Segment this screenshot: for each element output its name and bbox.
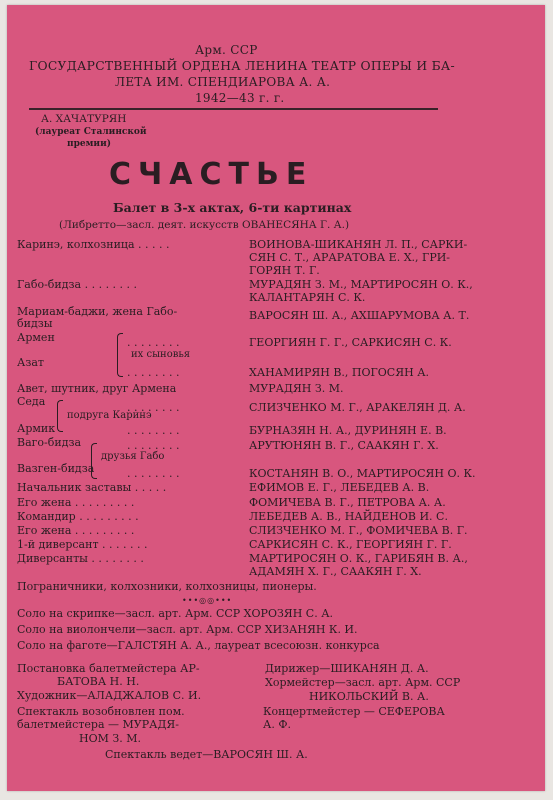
cast-role: Диверсанты . . . . . . . .: [17, 552, 144, 565]
cast-actor: ВАРОСЯН Ш. А., АХШАРУМОВА А. Т.: [249, 309, 470, 322]
cast-role-cont: бидзы: [17, 317, 53, 330]
cast-role: Вазген-бидза: [17, 462, 95, 475]
cast-actor: БУРНАЗЯН Н. А., ДУРИНЯН Е. В.: [249, 424, 447, 437]
group-brace: [57, 400, 63, 432]
credit-right: Хормейстер—засл. арт. Арм. ССР: [265, 676, 461, 689]
cast-actor: ГОРЯН Т. Г.: [249, 264, 320, 277]
cast-role: Авет, шутник, друг Армена: [17, 382, 177, 395]
credit-right: А. Ф.: [263, 718, 291, 731]
libretto-credit: (Либретто—засл. деят. искусств ОВАНЕСЯНА Г. А.): [59, 219, 350, 231]
composer-note-cont: премии): [67, 139, 112, 149]
credit-right: Концертмейстер — СЕФЕРОВА: [263, 705, 445, 718]
cast-actor: СЯН С. Т., АРАРАТОВА Е. Х., ГРИ-: [249, 251, 451, 264]
cast-role: Армик: [17, 422, 56, 435]
cast-role: Командир . . . . . . . . .: [17, 510, 139, 523]
cast-role: Ваго-бидза: [17, 436, 82, 449]
cast-role: Седа: [17, 395, 46, 408]
header-republic: Арм. ССР: [195, 43, 258, 57]
cast-actor: ВОИНОВА-ШИКАНЯН Л. П., САРКИ-: [249, 238, 468, 251]
cast-actor: МАРТИРОСЯН О. К., ГАРИБЯН В. А.,: [249, 552, 468, 565]
cast-actor: СЛИЗЧЕНКО М. Г., АРАКЕЛЯН Д. А.: [249, 401, 466, 414]
ornament-divider: •••◎◎•••: [182, 596, 233, 605]
header-theatre-name-cont: ЛЕТА ИМ. СПЕНДИАРОВА А. А.: [115, 75, 331, 89]
cast-actor: ЛЕБЕДЕВ А. В., НАЙДЕНОВ И. С.: [249, 510, 448, 523]
cast-actor: ФОМИЧЕВА В. Г., ПЕТРОВА А. А.: [249, 496, 446, 509]
performance-lead: Спектакль ведет—ВАРОСЯН Ш. А.: [105, 748, 308, 761]
ballet-subtitle: Балет в 3-х актах, 6-ти картинах: [113, 200, 352, 215]
cast-actor: ХАНАМИРЯН В., ПОГОСЯН А.: [249, 366, 430, 379]
cast-dots: . . . . . . . .: [127, 424, 180, 437]
composer-note: (лауреат Сталинской: [35, 127, 147, 137]
header-rule: [29, 108, 438, 110]
header-season: 1942—43 г. г.: [195, 91, 285, 105]
cast-actor: АРУТЮНЯН В. Г., СААКЯН Г. Х.: [249, 439, 439, 452]
cast-dots: . . . . . . . .: [127, 467, 180, 480]
credit-left: НОМ З. М.: [79, 732, 141, 745]
cast-actor: ЕФИМОВ Е. Г., ЛЕБЕДЕВ А. В.: [249, 481, 430, 494]
credit-left: Художник—АЛАДЖАЛОВ С. И.: [17, 689, 202, 702]
cast-dots: . . . . . . . .: [127, 401, 180, 414]
ballet-title: СЧАСТЬЕ: [109, 157, 314, 192]
cast-role: Его жена . . . . . . . . .: [17, 524, 135, 537]
cast-actor: МУРАДЯН З. М.: [249, 382, 344, 395]
credit-right: Дирижер—ШИКАНЯН Д. А.: [265, 662, 429, 675]
cast-dots: . . . . . . . .: [127, 366, 180, 379]
cast-actor: АДАМЯН Х. Г., СААКЯН Г. Х.: [249, 565, 422, 578]
cast-role: Армен: [17, 331, 55, 344]
cast-dots: . . . . . . . .: [127, 439, 180, 452]
cast-role: Начальник заставы . . . . .: [17, 481, 167, 494]
cast-role: 1-й диверсант . . . . . . .: [17, 538, 148, 551]
cast-actor: ГЕОРГИЯН Г. Г., САРКИСЯН С. К.: [249, 336, 452, 349]
cast-role: Мариам-баджи, жена Габо-: [17, 305, 178, 318]
group-label-sons: их сыновья: [131, 349, 191, 360]
credit-left: БАТОВА Н. Н.: [57, 675, 140, 688]
credit-left: Постановка балетмейстера АР-: [17, 662, 200, 675]
credit-left: балетмейстера — МУРАДЯ-: [17, 718, 179, 731]
playbill-sheet: [7, 5, 545, 791]
cast-role: Габо-бидза . . . . . . . .: [17, 278, 138, 291]
cast-actor: МУРАДЯН З. М., МАРТИРОСЯН О. К.,: [249, 278, 473, 291]
cast-actor: КОСТАНЯН В. О., МАРТИРОСЯН О. К.: [249, 467, 476, 480]
group-brace: [117, 333, 123, 377]
solo-line: Соло на скрипке—засл. арт. Арм. ССР ХОРОЗЯН С. А.: [17, 607, 334, 620]
cast-dots: . . . . . . . .: [127, 336, 180, 349]
composer-name: А. ХАЧАТУРЯН: [41, 113, 127, 125]
header-theatre-name: ГОСУДАРСТВЕННЫЙ ОРДЕНА ЛЕНИНА ТЕАТР ОПЕРЫ И БА-: [29, 59, 455, 73]
solo-line: Соло на фаготе—ГАЛСТЯН А. А., лауреат всесоюзн. конкурса: [17, 639, 380, 652]
solo-line: Соло на виолончели—засл. арт. Арм. ССР ХИЗАНЯН К. И.: [17, 623, 358, 636]
credit-left: Спектакль возобновлен пом.: [17, 705, 185, 718]
cast-role: Каринэ, колхозница . . . . .: [17, 238, 170, 251]
cast-role: Азат: [17, 356, 44, 369]
credit-right: НИКОЛЬСКИЙ В. А.: [309, 690, 429, 703]
group-label-friends-karine: подруга Каринэ: [67, 410, 152, 421]
cast-role: Его жена . . . . . . . . .: [17, 496, 135, 509]
cast-actor: КАЛАНТАРЯН С. К.: [249, 291, 366, 304]
extras-line: Пограничники, колхозники, колхозницы, пионеры.: [17, 580, 317, 593]
cast-actor: СЛИЗЧЕНКО М. Г., ФОМИЧЕВА В. Г.: [249, 524, 468, 537]
cast-actor: САРКИСЯН С. К., ГЕОРГИЯН Г. Г.: [249, 538, 452, 551]
group-label-friends-gabo: друзья Габо: [101, 451, 165, 462]
